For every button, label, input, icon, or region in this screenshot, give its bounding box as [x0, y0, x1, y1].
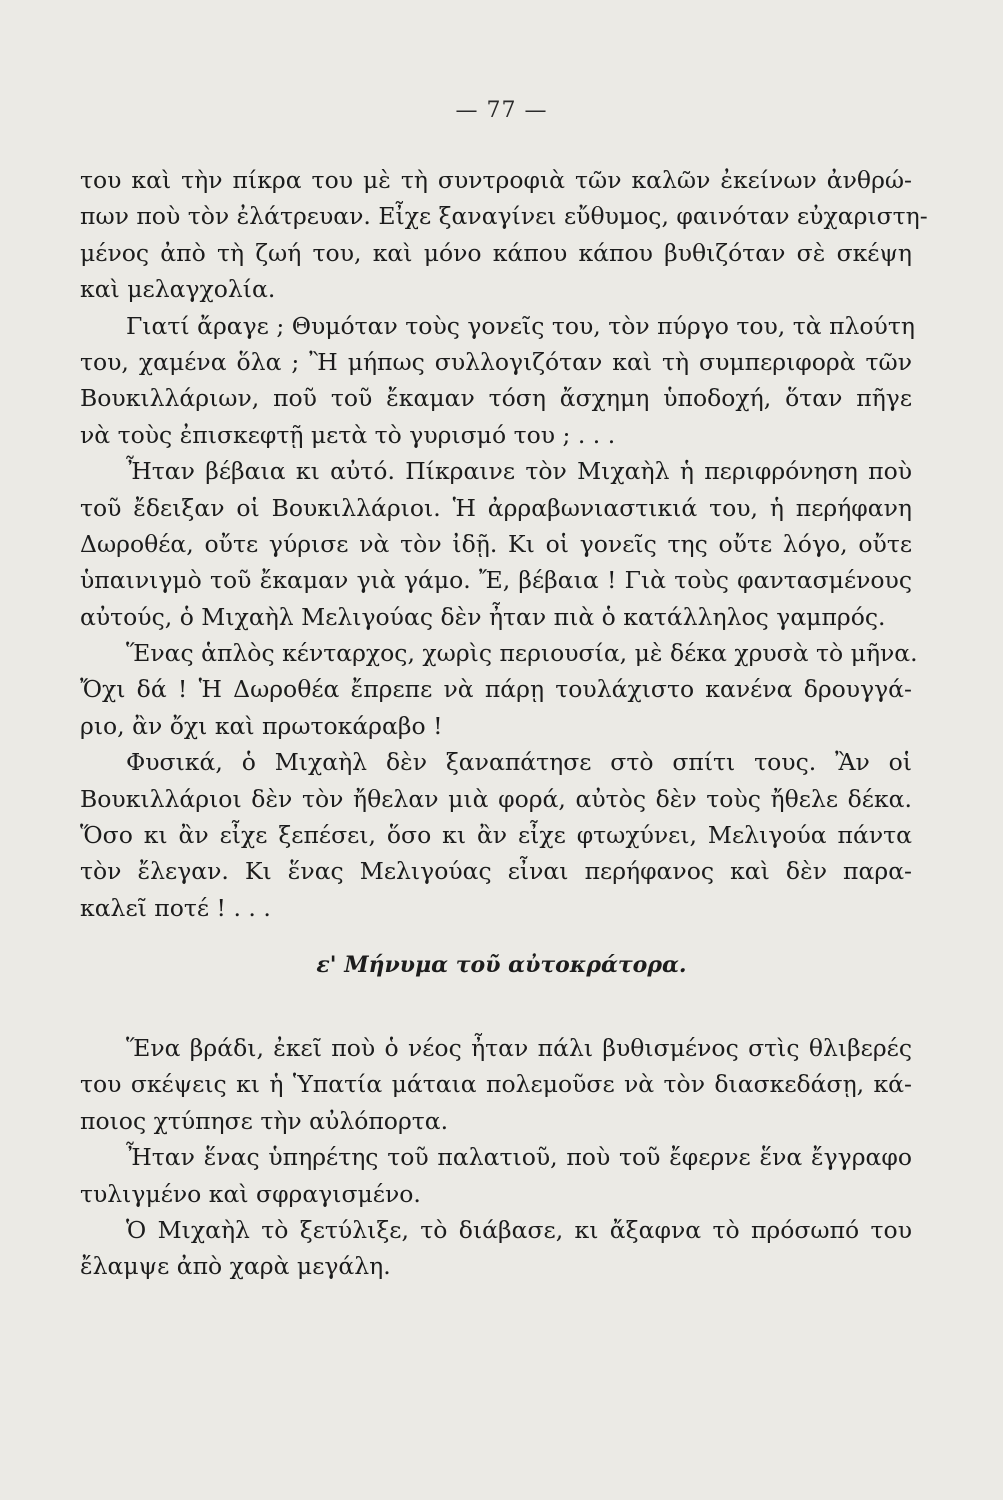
text-line: τοῦ ἔδειξαν οἱ Βουκιλλάριοι. Ἡ ἀρραβωνιαστικιά του, ἡ περήφανη: [80, 493, 912, 522]
text-line: ριο, ἂν ὄχι καὶ πρωτοκάραβο !: [80, 711, 443, 740]
text-line: μένος ἀπὸ τὴ ζωή του, καὶ μόνο κάπου κάπου βυθιζόταν σὲ σκέψη: [80, 238, 912, 267]
text-line: Γιατί ἄραγε ; Θυμόταν τοὺς γονεῖς του, τὸν πύργο του, τὰ πλούτη: [126, 311, 915, 340]
text-line: Ὅσο κι ἂν εἶχε ξεπέσει, ὅσο κι ἂν εἶχε φτωχύνει, Μελιγούα πάντα: [80, 821, 912, 850]
text-line: Δωροθέα, οὔτε γύρισε νὰ τὸν ἰδῇ. Κι οἱ γονεῖς της οὔτε λόγο, οὔτε: [80, 529, 912, 558]
page-number: — 77 —: [455, 98, 548, 123]
text-line: νὰ τοὺς ἐπισκεφτῇ μετὰ τὸ γυρισμό του ; . . .: [80, 420, 616, 449]
text-line: Βουκιλλάριοι δὲν τὸν ἤθελαν μιὰ φορά, αὐτὸς δὲν τοὺς ἤθελε δέκα.: [80, 784, 912, 813]
text-line: Βουκιλλάριων, ποῦ τοῦ ἔκαμαν τόση ἄσχημη ὑποδοχή, ὅταν πῆγε: [80, 384, 912, 413]
text-line: καὶ μελαγχολία.: [80, 275, 276, 304]
section-heading: ε' Μήνυμα τοῦ αὐτοκράτορα.: [316, 952, 687, 978]
text-line: Ἦταν ἕνας ὑπηρέτης τοῦ παλατιοῦ, ποὺ τοῦ ἔφερνε ἕνα ἔγγραφο: [126, 1143, 912, 1172]
text-line: του, χαμένα ὅλα ; Ἢ μήπως συλλογιζόταν καὶ τὴ συμπεριφορὰ τῶν: [80, 347, 912, 376]
text-line: Ὁ Μιχαὴλ τὸ ξετύλιξε, τὸ διάβασε, κι ἄξαφνα τὸ πρόσωπό του: [126, 1215, 912, 1244]
text-line: τυλιγμένο καὶ σφραγισμένο.: [80, 1179, 421, 1208]
text-line: Ἕνας ἁπλὸς κένταρχος, χωρὶς περιουσία, μὲ δέκα χρυσὰ τὸ μῆνα.: [126, 639, 918, 668]
text-line: Ὄχι δά ! Ἡ Δωροθέα ἔπρεπε νὰ πάρῃ τουλάχιστο κανένα δρουγγά-: [80, 675, 912, 704]
text-line: Ἕνα βράδι, ἐκεῖ ποὺ ὁ νέος ἦταν πάλι βυθισμένος στὶς θλιβερές: [126, 1034, 912, 1062]
text-line: πων ποὺ τὸν ἐλάτρευαν. Εἶχε ξαναγίνει εὔθυμος, φαινόταν εὐχαριστη-: [80, 202, 928, 231]
text-line: καλεῖ ποτέ ! . . .: [80, 893, 271, 922]
text-line: Ἦταν βέβαια κι αὐτό. Πίκραινε τὸν Μιχαὴλ ἡ περιφρόνηση ποὺ: [126, 457, 912, 486]
text-line: ποιος χτύπησε τὴν αὐλόπορτα.: [80, 1106, 449, 1135]
text-line: ὑπαινιγμὸ τοῦ ἔκαμαν γιὰ γάμο. Ἔ, βέβαια ! Γιὰ τοὺς φαντασμένους: [80, 566, 912, 595]
main-text: [80, 162, 928, 926]
text-line: αὐτούς, ὁ Μιχαὴλ Μελιγούας δὲν ἦταν πιὰ ὁ κατάλληλος γαμπρός.: [80, 602, 886, 631]
text-line: του καὶ τὴν πίκρα του μὲ τὴ συντροφιὰ τῶν καλῶν ἐκείνων ἀνθρώ-: [80, 166, 912, 194]
text-line: ἔλαμψε ἀπὸ χαρὰ μεγάλη.: [80, 1252, 391, 1281]
text-line: του σκέψεις κι ἡ Ὑπατία μάταια πολεμοῦσε νὰ τὸν διασκεδάσῃ, κά-: [80, 1070, 912, 1099]
text-line: Φυσικά, ὁ Μιχαὴλ δὲν ξαναπάτησε στὸ σπίτι τους. Ἂν οἱ: [126, 748, 912, 777]
section-text: [80, 1030, 912, 1285]
text-line: τὸν ἔλεγαν. Κι ἕνας Μελιγούας εἶναι περήφανος καὶ δὲν παρα-: [80, 857, 912, 886]
